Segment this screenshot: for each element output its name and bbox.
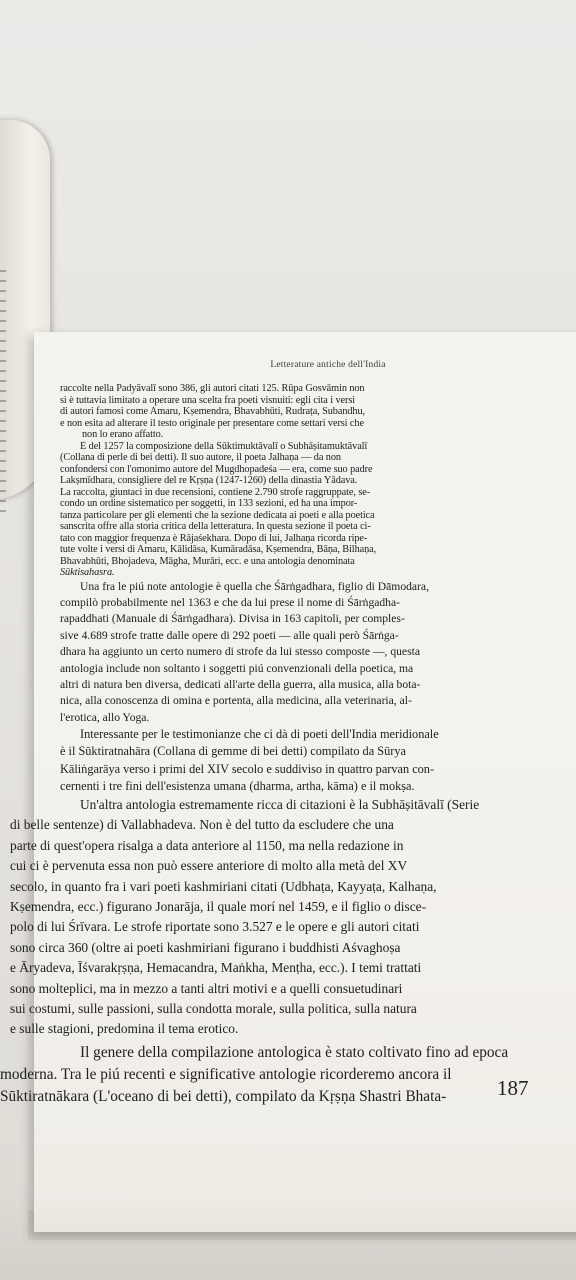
text-line: condo un ordine sistematico per soggetti, in 133 sezioni, ed ha una impor-	[60, 498, 358, 509]
text-line: Bhavabhūti, Bhojadeva, Māgha, Murāri, ecc. e una antologia denominata	[60, 555, 355, 567]
text-line: e Āryadeva, Īśvarakṛṣṇa, Hemacandra, Maṅkha, Menṭha, ecc.). I temi trattati	[10, 960, 422, 976]
text-line: altri di natura ben diversa, dedicati all'arte della guerra, alla musica, alla bota-	[60, 677, 421, 691]
paragraph-subhasitavali	[10, 795, 534, 1040]
text-line: si è tuttavia limitato a operare una scelta fra poeti visnuiti: egli cita i versi	[60, 394, 355, 406]
text-line: sive 4.689 strofe tratte dalle opere di 292 poeti — alle quali però Śārṅga-	[60, 628, 399, 642]
text-line: Kṣemendra, ecc.) figurano Jonarāja, il quale morí nel 1459, e il figlio o disce-	[10, 899, 427, 914]
paragraph-suktimuktavali	[60, 441, 534, 579]
text-line: secolo, in quanto fra i vari poeti kashmiriani citati (Udbhaṭa, Kayyaṭa, Kalhaṇa,	[10, 878, 437, 894]
text-line: compilò probabilmente nel 1363 e che da lui prese il nome di Śārṅgadha-	[60, 595, 400, 609]
paragraph-sarngadhara	[60, 579, 534, 727]
text-line: antologia include non soltanto i soggetti piú convenzionali della poetica, ma	[60, 661, 414, 675]
text-line: parte di quest'opera risalga a data anteriore al 1150, ma nella redazione in	[10, 837, 404, 853]
text-line: cui ci è pervenuta essa non può essere anteriore di molto alla metà del XV	[10, 858, 408, 874]
text-line: rapaddhati (Manuale di Śārṅgadhara). Divisa in 163 capitoli, per comples-	[60, 612, 405, 626]
text-line: Sūktisahasra.	[60, 567, 115, 578]
text-line: cernenti i tre fini dell'esistenza umana (dharma, artha, kāma) e il mokṣa.	[60, 778, 415, 793]
text-line: (Collana di perle di bei detti). Il suo autore, il poeta Jalhaṇa — da non	[60, 452, 341, 463]
text-line: sui costumi, sulle passioni, sulla condotta morale, sulla politica, sulla natura	[10, 1001, 417, 1017]
text-line: È del 1257 la composizione della Sūktimuktāvalī o Subhāṣitamuktāvalī	[80, 440, 368, 452]
paragraph-suktiratnahara	[60, 726, 534, 795]
text-line: è il Sūktiratnahāra (Collana di gemme di bei detti) compilato da Sūrya	[60, 744, 406, 759]
text-line: Un'altra antologia estremamente ricca di citazioni è la Subhāṣitāvalī (Serie	[80, 796, 480, 812]
text-line: tute volte i versi di Amaru, Kālidāsa, Kumāradāsa, Kṣemendra, Bāṇa, Bilhaṇa,	[60, 544, 377, 555]
text-line: Kāliṅgarāya verso i primi del XIV secolo e suddiviso in quattro parvan con-	[60, 761, 435, 776]
text-line: e sulle stagioni, predomina il tema erotico.	[10, 1021, 239, 1037]
text-line: sono molteplici, ma in mezzo a tanti altri motivi e a quelli consuetudinari	[10, 980, 403, 996]
text-line: sono circa 360 (oltre ai poeti kashmiriani figurano i buddhisti Aśvaghoṣa	[10, 939, 401, 955]
text-line: di autori famosi come Amaru, Kṣemendra, Bhavabhūti, Rudraṭa, Subandhu,	[60, 406, 365, 417]
text-line: raccolte nella Padyāvalī sono 386, gli autori citati 125. Rūpa Gosvāmin non	[60, 383, 365, 394]
text-line: dhara ha aggiunto un certo numero di strofe da lui stesso composte —, questa	[60, 645, 420, 659]
text-line: non lo erano affatto.	[82, 429, 164, 440]
text-line: polo di lui Śrīvara. Le strofe riportate sono 3.527 e le opere e gli autori citati	[10, 919, 420, 935]
lower-shadow	[0, 1185, 576, 1280]
paragraph-padyavali	[60, 383, 534, 441]
text-line: Il genere della compilazione antologica è stato coltivato fino ad epoca	[80, 1043, 509, 1061]
text-line: confondersi con l'omonimo autore del Mugdhopadeśa — era, come suo padre	[60, 463, 373, 475]
text-line: Interessante per le testimonianze che ci dà di poeti dell'India meridionale	[80, 727, 439, 742]
text-line: sanscrita offre alla storia critica della letteratura. In questa sezione il poeta ci-	[60, 521, 371, 532]
text-line: tanza particolare per gli elementi che la sezione dedicata ai poeti e alla poetica	[60, 509, 375, 521]
text-line: nica, alla conoscenza di omina e portenta, alla medicina, alla veterinaria, al-	[60, 694, 412, 708]
text-line: Una fra le piú note antologie è quella che Śārṅgadhara, figlio di Dāmodara,	[80, 579, 429, 593]
page-number: 187	[497, 1076, 529, 1100]
previous-page-text-edge	[0, 270, 6, 520]
text-line: Sūktiratnākara (L'oceano di bei detti), compilato da Kṛṣṇa Shastri Bhata-	[0, 1087, 447, 1105]
text-line: tato con maggior frequenza è Rājaśekhara. Dopo di lui, Jalhaṇa ricorda ripe-	[60, 532, 368, 544]
text-line: Lakṣmīdhara, consigliere del re Kṛṣṇa (1247-1260) della dinastia Yādava.	[60, 475, 358, 486]
text-line: l'erotica, allo Yoga.	[60, 710, 150, 724]
text-line: e non esita ad alterare il testo originale per presentare come settari versi che	[60, 417, 364, 429]
text-line: La raccolta, giuntaci in due recensioni, contiene 2.790 strofe raggruppate, se-	[60, 486, 371, 498]
text-line: di belle sentenze) di Vallabhadeva. Non è del tutto da escludere che una	[10, 817, 394, 833]
running-head: Letterature antiche dell'India	[270, 360, 386, 370]
paragraph-suktiratnakara	[0, 1042, 534, 1108]
page-body	[0, 383, 534, 1108]
text-line: moderna. Tra le piú recenti e significative antologie ricorderemo ancora il	[0, 1065, 452, 1083]
